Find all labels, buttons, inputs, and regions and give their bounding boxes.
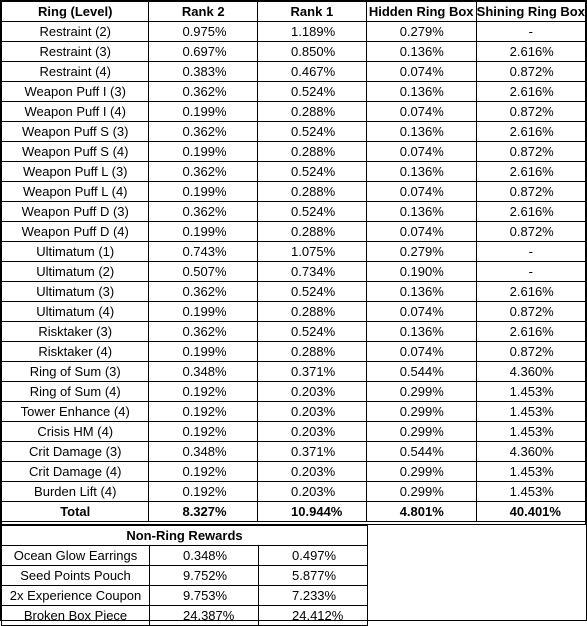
table-row (2, 162, 586, 182)
rank-2-cell: 9.752% (150, 566, 259, 586)
rank-2-cell: 0.199% (149, 182, 258, 202)
header-row (2, 2, 586, 22)
shining-ring-box-cell: 2.616% (476, 282, 585, 302)
shining-ring-box-cell: 2.616% (476, 322, 585, 342)
hidden-ring-box-cell: 0.136% (366, 82, 476, 102)
table-row (2, 282, 586, 302)
rank-2-cell: 0.199% (149, 222, 258, 242)
hidden-ring-box-cell: 0.190% (366, 262, 476, 282)
ring-name-cell: Crit Damage (3) (2, 442, 149, 462)
reward-name-cell: Ocean Glow Earrings (2, 546, 150, 566)
hidden-ring-box-cell: 0.136% (366, 162, 476, 182)
rank-1-cell: 0.371% (258, 362, 367, 382)
ring-name-cell: Ultimatum (1) (2, 242, 149, 262)
ring-name-cell: Restraint (3) (2, 42, 149, 62)
hidden-ring-box-cell: 0.299% (366, 482, 476, 502)
reward-name-cell: Broken Box Piece (2, 606, 150, 626)
total-rank-1: 10.944% (258, 502, 367, 522)
table-row (2, 482, 586, 502)
shining-ring-box-cell: 1.453% (476, 382, 585, 402)
non-ring-title: Non-Ring Rewards (2, 526, 368, 546)
total-shining-ring-box: 40.401% (476, 502, 585, 522)
rank-1-cell: 1.075% (258, 242, 367, 262)
table-row (2, 222, 586, 242)
rank-1-cell: 0.524% (258, 282, 367, 302)
ring-name-cell: Crisis HM (4) (2, 422, 149, 442)
rank-2-cell: 0.697% (149, 42, 258, 62)
table-row (2, 342, 586, 362)
hidden-ring-box-cell: 0.074% (366, 222, 476, 242)
rank-2-cell: 0.362% (149, 82, 258, 102)
header-rank-2: Rank 2 (149, 2, 258, 22)
shining-ring-box-cell: 1.453% (476, 462, 585, 482)
rank-2-cell: 0.192% (149, 422, 258, 442)
table-row (2, 462, 586, 482)
hidden-ring-box-cell: 0.299% (366, 422, 476, 442)
shining-ring-box-cell: 4.360% (476, 362, 585, 382)
rank-1-cell: 0.288% (258, 342, 367, 362)
rank-1-cell: 0.203% (258, 462, 367, 482)
ring-name-cell: Burden Lift (4) (2, 482, 149, 502)
header-ring-level: Ring (Level) (2, 2, 149, 22)
ring-name-cell: Ultimatum (4) (2, 302, 149, 322)
rank-2-cell: 0.362% (149, 122, 258, 142)
hidden-ring-box-cell: 0.136% (366, 322, 476, 342)
rank-1-cell: 0.203% (258, 402, 367, 422)
hidden-ring-box-cell: 0.299% (366, 402, 476, 422)
rank-1-cell: 0.203% (258, 482, 367, 502)
rank-1-cell: 0.524% (258, 82, 367, 102)
shining-ring-box-cell: - (476, 262, 585, 282)
shining-ring-box-cell: 2.616% (476, 162, 585, 182)
table-row (2, 402, 586, 422)
non-ring-row (2, 586, 368, 606)
non-ring-rows (2, 526, 368, 626)
table-row (2, 22, 586, 42)
shining-ring-box-cell: 0.872% (476, 222, 585, 242)
ring-name-cell: Weapon Puff D (3) (2, 202, 149, 222)
table-row (2, 82, 586, 102)
hidden-ring-box-cell: 0.074% (366, 102, 476, 122)
hidden-ring-box-cell: 0.136% (366, 202, 476, 222)
rank-1-cell: 0.734% (258, 262, 367, 282)
shining-ring-box-cell: 0.872% (476, 142, 585, 162)
rank-2-cell: 0.507% (149, 262, 258, 282)
shining-ring-box-cell: 0.872% (476, 62, 585, 82)
non-ring-row (2, 566, 368, 586)
table-row (2, 42, 586, 62)
rank-1-cell: 0.524% (258, 162, 367, 182)
rank-1-cell: 0.288% (258, 302, 367, 322)
hidden-ring-box-cell: 0.544% (366, 362, 476, 382)
rank-2-cell: 0.362% (149, 282, 258, 302)
table-row (2, 102, 586, 122)
rank-2-cell: 24.387% (150, 606, 259, 626)
table-row (2, 62, 586, 82)
rank-2-cell: 0.199% (149, 342, 258, 362)
non-ring-rewards-table (1, 525, 368, 626)
rank-2-cell: 0.362% (149, 322, 258, 342)
table-row (2, 382, 586, 402)
shining-ring-box-cell: 1.453% (476, 422, 585, 442)
shining-ring-box-cell: 0.872% (476, 182, 585, 202)
rank-2-cell: 0.192% (149, 462, 258, 482)
rank-1-cell: 0.467% (258, 62, 367, 82)
rank-1-cell: 0.203% (258, 382, 367, 402)
ring-name-cell: Ring of Sum (3) (2, 362, 149, 382)
shining-ring-box-cell: 0.872% (476, 302, 585, 322)
shining-ring-box-cell: - (476, 242, 585, 262)
hidden-ring-box-cell: 0.279% (366, 242, 476, 262)
ring-name-cell: Risktaker (4) (2, 342, 149, 362)
table-row (2, 362, 586, 382)
hidden-ring-box-cell: 0.544% (366, 442, 476, 462)
reward-name-cell: 2x Experience Coupon (2, 586, 150, 606)
ring-name-cell: Ultimatum (3) (2, 282, 149, 302)
hidden-ring-box-cell: 0.279% (366, 22, 476, 42)
rank-2-cell: 9.753% (150, 586, 259, 606)
table-row (2, 322, 586, 342)
total-row (2, 502, 586, 522)
rank-2-cell: 0.192% (149, 382, 258, 402)
rank-2-cell: 0.199% (149, 302, 258, 322)
ring-name-cell: Risktaker (3) (2, 322, 149, 342)
ring-name-cell: Crit Damage (4) (2, 462, 149, 482)
table-row (2, 122, 586, 142)
ring-name-cell: Tower Enhance (4) (2, 402, 149, 422)
hidden-ring-box-cell: 0.299% (366, 382, 476, 402)
table-row (2, 202, 586, 222)
rank-2-cell: 0.383% (149, 62, 258, 82)
table-row (2, 262, 586, 282)
ring-name-cell: Ring of Sum (4) (2, 382, 149, 402)
table-row (2, 442, 586, 462)
table-row (2, 242, 586, 262)
hidden-ring-box-cell: 0.136% (366, 42, 476, 62)
ring-name-cell: Weapon Puff I (3) (2, 82, 149, 102)
total-rank-2: 8.327% (149, 502, 258, 522)
shining-ring-box-cell: 2.616% (476, 202, 585, 222)
rank-1-cell: 0.371% (258, 442, 367, 462)
hidden-ring-box-cell: 0.136% (366, 282, 476, 302)
rank-1-cell: 0.524% (258, 322, 367, 342)
shining-ring-box-cell: 1.453% (476, 482, 585, 502)
rank-1-cell: 0.203% (258, 422, 367, 442)
rank-1-cell: 0.288% (258, 222, 367, 242)
rank-1-cell: 7.233% (259, 586, 368, 606)
reward-name-cell: Seed Points Pouch (2, 566, 150, 586)
table-row (2, 182, 586, 202)
rank-1-cell: 0.288% (258, 102, 367, 122)
shining-ring-box-cell: 2.616% (476, 122, 585, 142)
ring-rows (2, 22, 586, 502)
rank-2-cell: 0.348% (150, 546, 259, 566)
rank-1-cell: 0.288% (258, 142, 367, 162)
shining-ring-box-cell: - (476, 22, 585, 42)
header-hidden-ring-box: Hidden Ring Box (366, 2, 476, 22)
hidden-ring-box-cell: 0.299% (366, 462, 476, 482)
hidden-ring-box-cell: 0.136% (366, 122, 476, 142)
non-ring-title-row (2, 526, 368, 546)
rank-2-cell: 0.192% (149, 402, 258, 422)
rank-2-cell: 0.975% (149, 22, 258, 42)
rank-2-cell: 0.199% (149, 102, 258, 122)
shining-ring-box-cell: 2.616% (476, 42, 585, 62)
rank-2-cell: 0.192% (149, 482, 258, 502)
rank-1-cell: 0.524% (258, 122, 367, 142)
table-row (2, 302, 586, 322)
ring-drop-rate-table (1, 1, 586, 525)
rank-1-cell: 0.497% (259, 546, 368, 566)
ring-name-cell: Weapon Puff D (4) (2, 222, 149, 242)
rank-2-cell: 0.362% (149, 162, 258, 182)
shining-ring-box-cell: 0.872% (476, 342, 585, 362)
ring-name-cell: Weapon Puff I (4) (2, 102, 149, 122)
non-ring-row (2, 606, 368, 626)
ring-name-cell: Weapon Puff S (4) (2, 142, 149, 162)
header-rank-1: Rank 1 (258, 2, 367, 22)
rank-1-cell: 1.189% (258, 22, 367, 42)
rank-2-cell: 0.362% (149, 202, 258, 222)
shining-ring-box-cell: 4.360% (476, 442, 585, 462)
hidden-ring-box-cell: 0.074% (366, 142, 476, 162)
rank-2-cell: 0.348% (149, 442, 258, 462)
rank-1-cell: 5.877% (259, 566, 368, 586)
rank-1-cell: 0.288% (258, 182, 367, 202)
hidden-ring-box-cell: 0.074% (366, 62, 476, 82)
shining-ring-box-cell: 2.616% (476, 82, 585, 102)
ring-name-cell: Weapon Puff S (3) (2, 122, 149, 142)
rank-1-cell: 24.412% (259, 606, 368, 626)
total-hidden-ring-box: 4.801% (366, 502, 476, 522)
ring-name-cell: Weapon Puff L (3) (2, 162, 149, 182)
table-row (2, 142, 586, 162)
rank-2-cell: 0.348% (149, 362, 258, 382)
shining-ring-box-cell: 1.453% (476, 402, 585, 422)
hidden-ring-box-cell: 0.074% (366, 302, 476, 322)
ring-name-cell: Restraint (2) (2, 22, 149, 42)
table-row (2, 422, 586, 442)
ring-name-cell: Restraint (4) (2, 62, 149, 82)
ring-name-cell: Weapon Puff L (4) (2, 182, 149, 202)
non-ring-row (2, 546, 368, 566)
hidden-ring-box-cell: 0.074% (366, 342, 476, 362)
rank-1-cell: 0.524% (258, 202, 367, 222)
rank-1-cell: 0.850% (258, 42, 367, 62)
header-shining-ring-box: Shining Ring Box (476, 2, 585, 22)
ring-name-cell: Ultimatum (2) (2, 262, 149, 282)
shining-ring-box-cell: 0.872% (476, 102, 585, 122)
rank-2-cell: 0.199% (149, 142, 258, 162)
rank-2-cell: 0.743% (149, 242, 258, 262)
hidden-ring-box-cell: 0.074% (366, 182, 476, 202)
total-label: Total (2, 502, 149, 522)
